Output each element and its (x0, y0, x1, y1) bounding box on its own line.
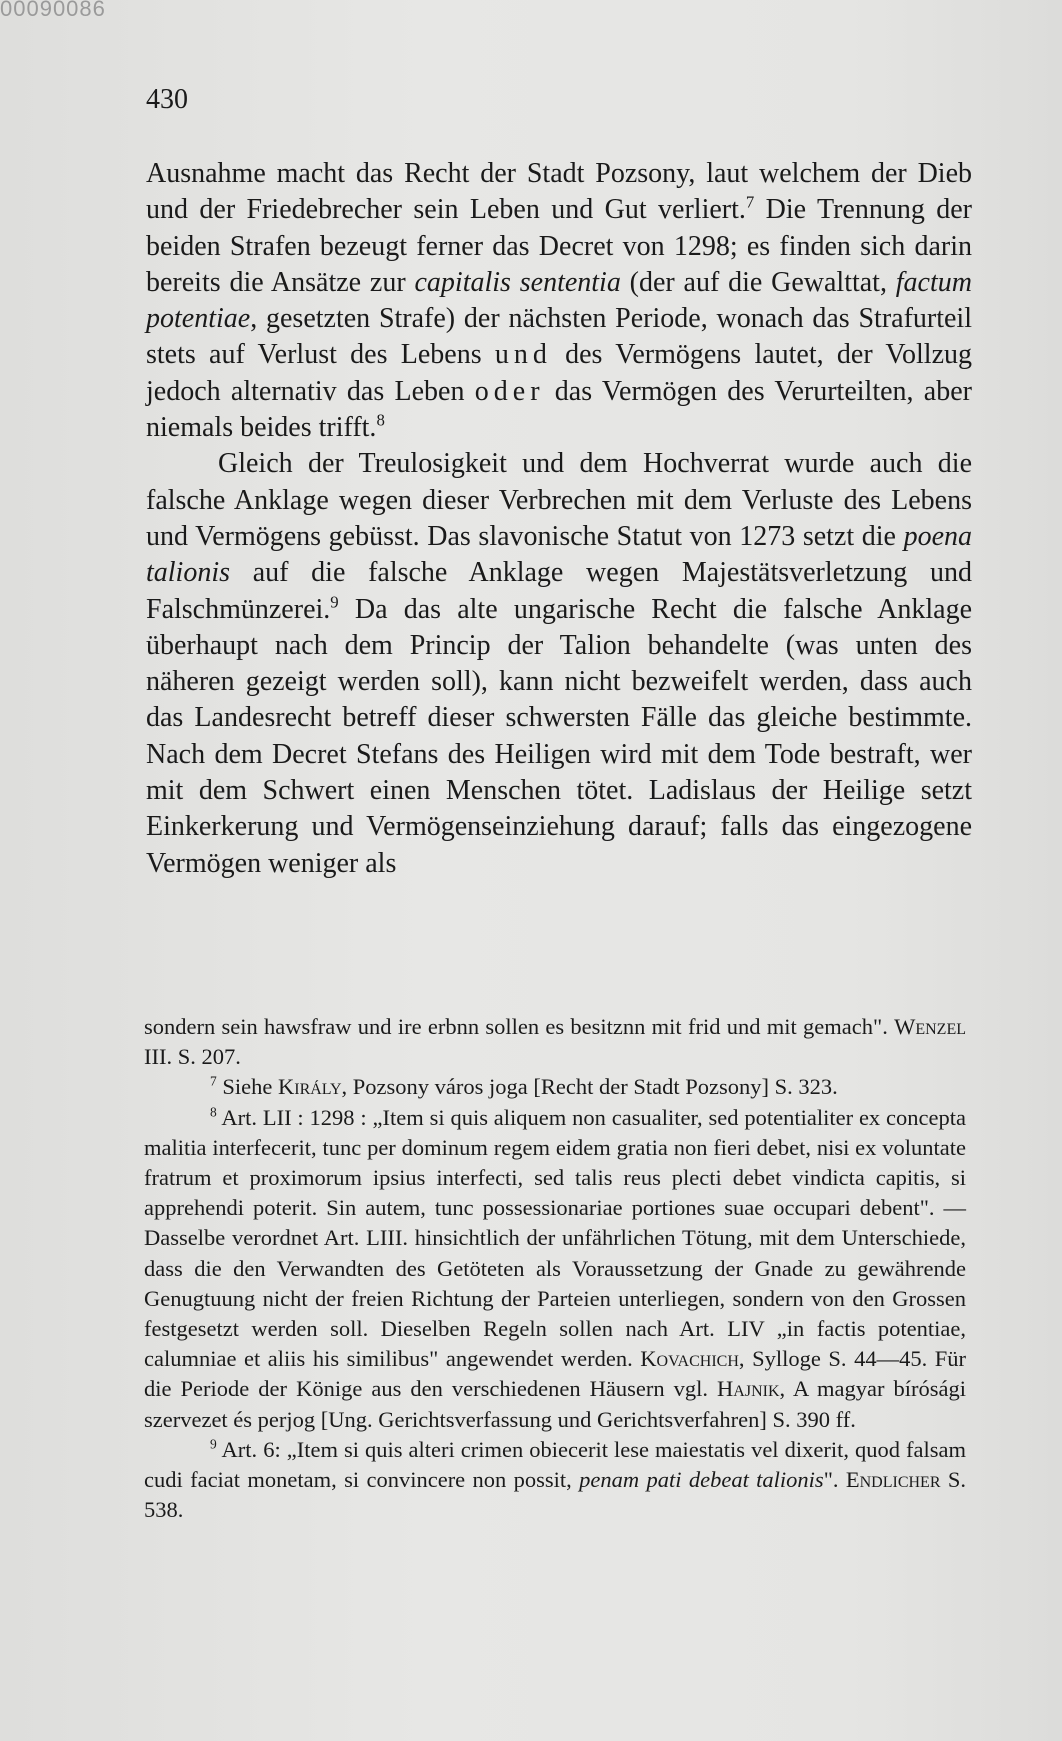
spaced-emphasis: und (494, 339, 552, 371)
paragraph-2 (146, 446, 972, 882)
italic-term: factum potentiae (146, 266, 972, 335)
footnote-mark: 9 (210, 1436, 217, 1452)
text-run: , gesetzten Strafe) der nächsten Periode, wonach das Strafurteil stets auf Verlust des Lebens (146, 303, 972, 371)
footnotes (144, 1012, 966, 1525)
text-run: (der auf die Gewalttat, (620, 266, 896, 298)
text-run: sondern sein hawsfraw und ire erbnn sollen es besitznn mit frid und mit gemach". (144, 1014, 895, 1039)
text-run: III. S. 207. (144, 1044, 241, 1070)
footnote-ref-7: 7 (745, 192, 755, 212)
footnote-ref-8: 8 (376, 410, 385, 430)
author-name: Hajnik (717, 1376, 780, 1402)
text-run: , Sylloge S. 44—45. Für die Periode der Könige aus den verschiedenen Häusern vgl. (144, 1346, 966, 1402)
text-run: des Vermögens lautet, der Vollzug jedoch alternativ das Leben (146, 339, 973, 407)
footnote-ref-9: 9 (330, 592, 339, 612)
author-name: Király (278, 1074, 342, 1100)
text-run: Siehe (216, 1074, 278, 1100)
page-number: 430 (146, 84, 188, 115)
archive-id: 00090086 (0, 0, 106, 21)
footnote-8 (144, 1103, 966, 1435)
author-name: Endlicher (845, 1467, 941, 1493)
text-run: auf die falsche Anklage wegen Majestätsverletzung und Falschmünzerei. (146, 557, 972, 625)
paragraph-1 (146, 156, 972, 446)
text-run: S. 538. (144, 1467, 966, 1523)
main-text (146, 156, 972, 882)
text-run: Ausnahme macht das Recht der Stadt Pozsony, laut welchem der Dieb und der Friedebrecher sein Leben und Gut verliert. (146, 158, 972, 226)
text-run: Da das alte ungarische Recht die falsche Anklage überhaupt nach dem Princip der Talion behandelte (was unten des näheren gezeigt werden soll), kann nicht bezweifelt werden, dass auch das Landesrecht betreff dieser schwersten Fälle das gleiche bestimmte. Nach dem Decret Stefans des Heiligen wird mit dem Tode bestraft, wer mit dem Schwert einen Menschen tötet. Ladislaus der Heilige setzt Einkerkerung und Vermögenseinziehung darauf; falls das eingezogene Vermögen weniger als (146, 593, 972, 879)
footnote-7 (144, 1072, 966, 1102)
footnote-continuation (144, 1012, 966, 1072)
author-name: Kovachich (640, 1346, 739, 1372)
footnote-9 (144, 1435, 966, 1526)
text-run: Gleich der Treulosigkeit und dem Hochverrat wurde auch die falsche Anklage wegen dieser Verbrechen mit dem Verluste des Lebens und Vermögens gebüsst. Das slavonische Statut von 1273 setzt die (146, 448, 972, 552)
text-run: , A magyar bírósági szervezet és perjog [Ung. Gerichtsverfassung und Gerichtsverfahren] S. 390 ff. (144, 1376, 966, 1432)
text-run: Die Trennung der beiden Strafen bezeugt ferner das Decret von 1298; es finden sich darin bereits die Ansätze zur (146, 194, 973, 298)
italic-term: capitalis sententia (414, 266, 621, 298)
text-run: ". (823, 1467, 846, 1493)
text-run: das Vermögen des Verurteilten, aber niemals beides trifft. (146, 375, 972, 444)
footnote-mark: 7 (210, 1073, 217, 1089)
text-run: , Pozsony város joga [Recht der Stadt Pozsony] S. 323. (341, 1074, 838, 1100)
text-run: Art. LII : 1298 : „Item si quis aliquem non casualiter, sed potentialiter ex concepta malitia interfecerit, tunc per dominum regem eidem gratia non fieri debet, nisi ex voluntate fratrum et proximorum ipsius interfecti, sed talis reus plecti debet vindicta capitis, si apprehendi poterit. Sin autem, tunc possessionariae portiones suae occupari debent". — Dasselbe verordnet Art. LIII. hinsichtlich der unfährlichen Tötung, mit dem Unterschiede, dass die den Verwandten des Getöteten als Voraussetzung der Gnade zu gewährende Genugtuung nicht der freien Richtung der Parteien unterliegen, sondern von den Grossen festgesetzt werden soll. Dieselben Regeln sollen nach Art. LIV „in factis potentiae, calumniae et aliis his similibus" angewendet werden. (144, 1104, 966, 1372)
author-name: Wenzel (894, 1014, 966, 1039)
italic-term: poena talionis (146, 520, 972, 589)
italic-term: penam pati debeat talionis (579, 1467, 824, 1493)
footnote-mark: 8 (210, 1104, 217, 1120)
spaced-emphasis: oder (474, 375, 545, 407)
text-run: Art. 6: „Item si quis alteri crimen obiecerit lese maiestatis vel dixerit, quod falsam cudi faciat monetam, si convincere non possit, (144, 1436, 966, 1493)
